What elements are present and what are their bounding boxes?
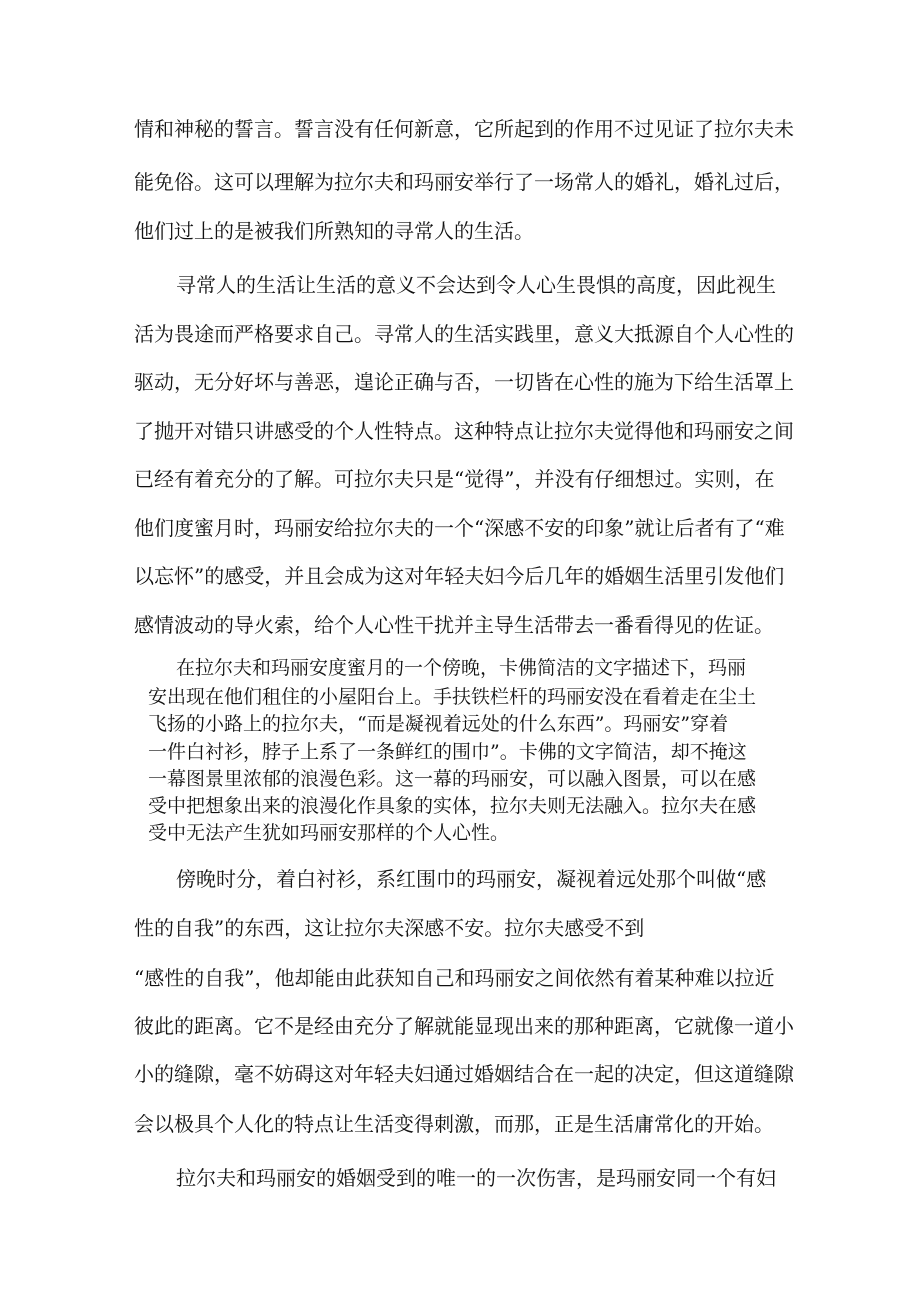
text-line: 安出现在他们租住的小屋阳台上。手扶铁栏杆的玛丽安没在看着走在尘土 — [148, 686, 757, 708]
text-line: 彼此的距离。它不是经由充分了解就能显现出来的那种距离，它就像一道小 — [134, 1014, 794, 1038]
text-line: 小的缝隙，毫不妨碍这对年轻夫妇通过婚姻结合在一起的决定，但这道缝隙 — [134, 1062, 794, 1086]
text-line: 以忘怀”的感受，并且会成为这对年轻夫妇今后几年的婚姻生活里引发他们 — [134, 564, 785, 588]
text-line: 活为畏途而严格要求自己。寻常人的生活实践里，意义大抵源自个人心性的 — [134, 322, 794, 346]
text-line: 已经有着充分的了解。可拉尔夫只是“觉得”，并没有仔细想过。实则，在 — [134, 467, 775, 491]
text-line: 性的自我”的东西，这让拉尔夫深感不安。拉尔夫感受不到 — [134, 916, 645, 940]
text-line: 了抛开对错只讲感受的个人性特点。这种特点让拉尔夫觉得他和玛丽安之间 — [134, 419, 794, 443]
text-line: 会以极具个人化的特点让生活变得刺激，而那，正是生活庸常化的开始。 — [134, 1112, 774, 1136]
text-line: 在拉尔夫和玛丽安度蜜月的一个傍晚，卡佛简洁的文字描述下，玛丽 — [176, 657, 747, 679]
text-line: 他们过上的是被我们所熟知的寻常人的生活。 — [134, 219, 534, 243]
text-line: 能免俗。这可以理解为拉尔夫和玛丽安举行了一场常人的婚礼，婚礼过后， — [134, 170, 794, 194]
text-line: 受中把想象出来的浪漫化作具象的实体，拉尔夫则无法融入。拉尔夫在感 — [148, 795, 757, 817]
text-line: 傍晚时分，着白衬衫，系红围巾的玛丽安，凝视着远处那个叫做“感 — [176, 867, 767, 891]
text-line: “感性的自我”，他却能由此获知自己和玛丽安之间依然有着某种难以拉近 — [134, 966, 775, 990]
text-line: 一幕图景里浓郁的浪漫色彩。这一幕的玛丽安，可以融入图景，可以在感 — [148, 768, 757, 790]
text-line: 飞扬的小路上的拉尔夫，“而是凝视着远处的什么东西”。玛丽安”穿着 — [148, 713, 729, 735]
text-line: 寻常人的生活让生活的意义不会达到令人心生畏惧的高度，因此视生 — [176, 273, 776, 297]
text-line: 一件白衬衫，脖子上系了一条鲜红的围巾”。卡佛的文字简洁，却不掩这 — [148, 741, 747, 763]
text-line: 受中无法产生犹如玛丽安那样的个人心性。 — [148, 822, 510, 844]
text-line: 他们度蜜月时，玛丽安给拉尔夫的一个“深感不安的印象”就让后者有了“难 — [134, 516, 785, 540]
text-line: 拉尔夫和玛丽安的婚姻受到的唯一的一次伤害，是玛丽安同一个有妇 — [176, 1166, 776, 1190]
text-line: 情和神秘的誓言。誓言没有任何新意，它所起到的作用不过见证了拉尔夫未 — [134, 117, 794, 141]
text-line: 驱动，无分好坏与善恶，遑论正确与否，一切皆在心性的施为下给生活罩上 — [134, 370, 794, 394]
text-line: 感情波动的导火索，给个人心性干扰并主导生活带去一番看得见的佐证。 — [134, 613, 774, 637]
